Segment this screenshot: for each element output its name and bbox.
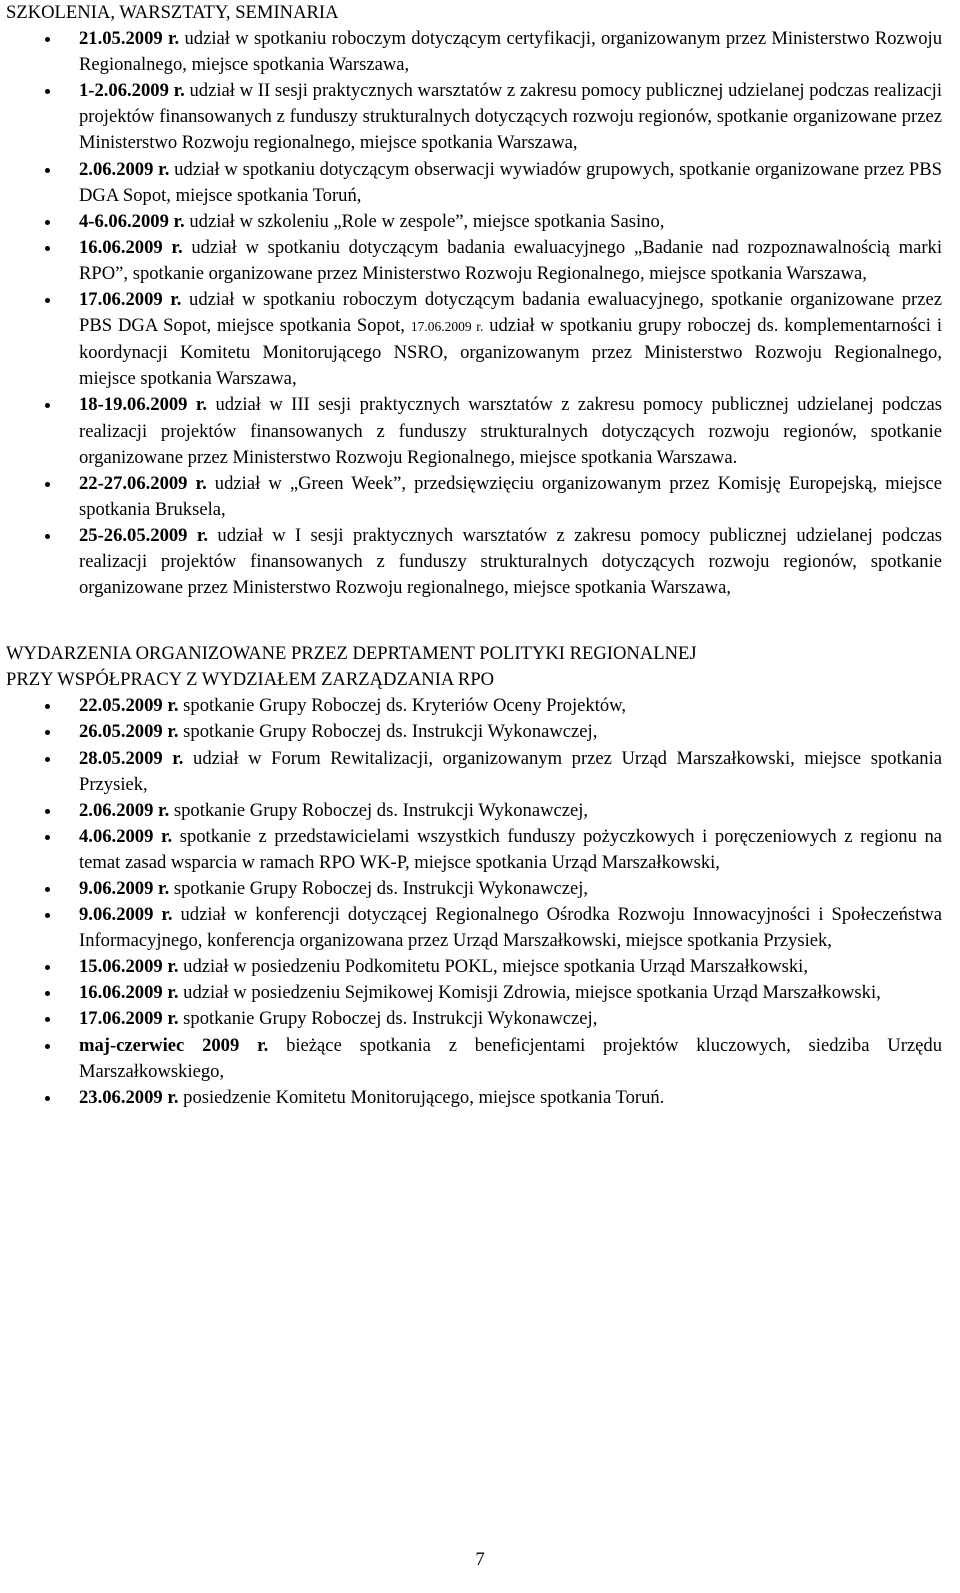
bullet-icon [45, 835, 50, 840]
events-list [0, 693, 960, 1111]
list-item [0, 1085, 960, 1111]
bullet-icon [45, 730, 50, 735]
bullet-icon [45, 704, 50, 709]
bullet-icon [45, 403, 50, 408]
item-text: udział w II sesji praktycznych warsztatów z zakresu pomocy publicznej udzielanej podczas realizacji projektów finansowanych z funduszy strukturalnych dotyczących rozwoju regionów, spotkanie organizowane przez Ministerstwo Rozwoju regionalnego, miejsce spotkania Warszawa, [79, 80, 942, 154]
item-text: udział w konferencji dotyczącej Regionalnego Ośrodka Rozwoju Innowacyjności i Społeczeństwa Informacyjnego, konferencja organizowana przez Urząd Marszałkowski, miejsce spotkania Przysiek, [79, 904, 943, 952]
section-heading-line: WYDARZENIA ORGANIZOWANE PRZEZ DEPRTAMENT POLITYKI REGIONALNEJ [6, 643, 697, 665]
list-item [0, 746, 960, 798]
item-text: udział w spotkaniu roboczym dotyczącym badania ewaluacyjnego, spotkanie organizowane przez PBS DGA Sopot, miejsce spotkania Sopot, [79, 289, 943, 337]
item-inline-date: 17.06.2009 r. [410, 319, 484, 335]
list-item [0, 1006, 960, 1032]
section-events [0, 641, 960, 1111]
item-text: udział w „Green Week”, przedsięwzięciu organizowanym przez Komisję Europejską, miejsce spotkania Bruksela, [79, 472, 942, 520]
bullet-icon [45, 809, 50, 814]
item-text: udział w posiedzeniu Sejmikowej Komisji Zdrowia, miejsce spotkania Urząd Marszałkowski, [178, 982, 881, 1004]
bullet-icon [45, 913, 50, 918]
item-text: udział w III sesji praktycznych warsztatów z zakresu pomocy publicznej udzielanej podczas realizacji projektów finansowanych z funduszy strukturalnych dotyczących rozwoju regionów, spotkanie organizowane przez Ministerstwo Rozwoju Regionalnego, miejsce spotkania Warszawa. [79, 394, 942, 468]
list-item [0, 798, 960, 824]
list-item [0, 980, 960, 1006]
item-date: 21.05.2009 r. [79, 28, 180, 50]
list-item [0, 287, 960, 392]
item-date: 9.06.2009 r. [79, 878, 170, 899]
bullet-icon [45, 246, 50, 251]
item-text: udział w spotkaniu roboczym dotyczącym certyfikacji, organizowanym przez Ministerstwo Rozwoju Regionalnego, miejsce spotkania Warszawa, [79, 28, 942, 76]
bullet-icon [45, 168, 50, 173]
item-date: 1-2.06.2009 r. [79, 80, 185, 102]
list-item [0, 209, 960, 235]
item-date: 26.05.2009 r. [79, 721, 179, 743]
list-item [0, 78, 960, 156]
list-item [0, 1033, 960, 1085]
bullet-icon [45, 991, 50, 996]
list-item [0, 902, 960, 954]
item-date: 9.06.2009 r. [79, 904, 173, 926]
bullet-icon [45, 1096, 50, 1101]
item-text: spotkanie Grupy Roboczej ds. Instrukcji Wykonawczej, [169, 878, 589, 899]
item-date: 28.05.2009 r. [79, 747, 184, 769]
item-text: spotkanie z przedstawicielami wszystkich funduszy pożyczkowych i poręczeniowych z regionu na temat zasad wsparcia w ramach RPO WK-P, miejsce spotkania Urząd Marszałkowski, [79, 825, 943, 873]
item-date: 4-6.06.2009 r. [79, 210, 185, 232]
item-text: udział w szkoleniu „Role w zespole”, miejsce spotkania Sasino, [184, 210, 665, 232]
item-date: 23.06.2009 r. [79, 1086, 179, 1108]
section-heading [0, 641, 960, 693]
item-date: 15.06.2009 r. [79, 956, 179, 978]
item-date: 2.06.2009 r. [79, 799, 170, 821]
list-item [0, 719, 960, 745]
list-item [0, 876, 960, 902]
bullet-icon [45, 757, 50, 762]
item-text: spotkanie Grupy Roboczej ds. Instrukcji Wykonawczej, [178, 721, 598, 743]
item-date: 22-27.06.2009 r. [79, 472, 207, 494]
page-number: 7 [475, 1549, 485, 1570]
item-text: udział w spotkaniu dotyczącym obserwacji wywiadów grupowych, spotkanie organizowane przez PBS DGA Sopot, miejsce spotkania Toruń, [79, 158, 942, 206]
item-date: 16.06.2009 r. [79, 982, 179, 1004]
list-item [0, 954, 960, 980]
bullet-icon [45, 965, 50, 970]
bullet-icon [45, 37, 50, 42]
item-date: 17.06.2009 r. [79, 289, 182, 311]
list-item [0, 471, 960, 523]
item-text: spotkanie Grupy Roboczej ds. Instrukcji Wykonawczej, [178, 1008, 598, 1030]
section-heading: SZKOLENIA, WARSZTATY, SEMINARIA [6, 2, 339, 23]
item-text: udział w spotkaniu dotyczącym badania ewaluacyjnego „Badanie nad rozpoznawalnością marki RPO”, spotkanie organizowane przez Ministerstwo Rozwoju Regionalnego, miejsce spotkania Warszawa, [79, 236, 942, 284]
list-item [0, 392, 960, 470]
item-text: bieżące spotkania z beneficjentami projektów kluczowych, siedziba Urzędu Marszałkowskiego, [79, 1034, 942, 1082]
bullet-icon [45, 534, 50, 539]
bullet-icon [45, 482, 50, 487]
item-date: 2.06.2009 r. [79, 158, 170, 180]
bullet-icon [45, 1044, 50, 1049]
section-heading-line: PRZY WSPÓŁPRACY Z WYDZIAŁEM ZARZĄDZANIA RPO [6, 669, 495, 691]
item-text: udział w I sesji praktycznych warsztatów z zakresu pomocy publicznej udzielanej podczas realizacji projektów finansowanych z funduszy strukturalnych dotyczących rozwoju regionów, spotkanie organizowane przez Ministerstwo Rozwoju regionalnego, miejsce spotkania Warszawa, [79, 524, 943, 599]
item-text: udział w Forum Rewitalizacji, organizowanym przez Urząd Marszałkowski, miejsce spotkania Przysiek, [79, 747, 942, 795]
list-item [0, 824, 960, 876]
item-date: 18-19.06.2009 r. [79, 394, 208, 416]
bullet-icon [45, 89, 50, 94]
list-item [0, 523, 960, 601]
section-trainings [0, 0, 960, 601]
list-item [0, 693, 960, 719]
item-text: posiedzenie Komitetu Monitorującego, miejsce spotkania Toruń. [178, 1086, 665, 1108]
bullet-icon [45, 1017, 50, 1022]
item-text-continued: udział w spotkaniu grupy roboczej ds. komplementarności i koordynacji Komitetu Monitorującego NSRO, organizowanym przez Ministerstwo Rozwoju Regionalnego, miejsce spotkania Warszawa, [79, 315, 942, 390]
trainings-list [0, 26, 960, 601]
item-date: 17.06.2009 r. [79, 1008, 179, 1030]
bullet-icon [45, 887, 50, 892]
item-text: udział w posiedzeniu Podkomitetu POKL, miejsce spotkania Urząd Marszałkowski, [178, 956, 808, 978]
item-date: 16.06.2009 r. [79, 236, 183, 258]
bullet-icon [45, 220, 50, 225]
item-date: 22.05.2009 r. [79, 695, 179, 717]
item-date: 4.06.2009 r. [79, 825, 173, 847]
list-item [0, 157, 960, 209]
item-text: spotkanie Grupy Roboczej ds. Kryteriów Oceny Projektów, [178, 695, 627, 717]
list-item [0, 235, 960, 287]
item-date: 25-26.05.2009 r. [79, 524, 209, 546]
item-text: spotkanie Grupy Roboczej ds. Instrukcji Wykonawczej, [169, 799, 589, 821]
list-item [0, 26, 960, 78]
bullet-icon [45, 298, 50, 303]
item-date: maj-czerwiec 2009 r. [79, 1034, 269, 1056]
